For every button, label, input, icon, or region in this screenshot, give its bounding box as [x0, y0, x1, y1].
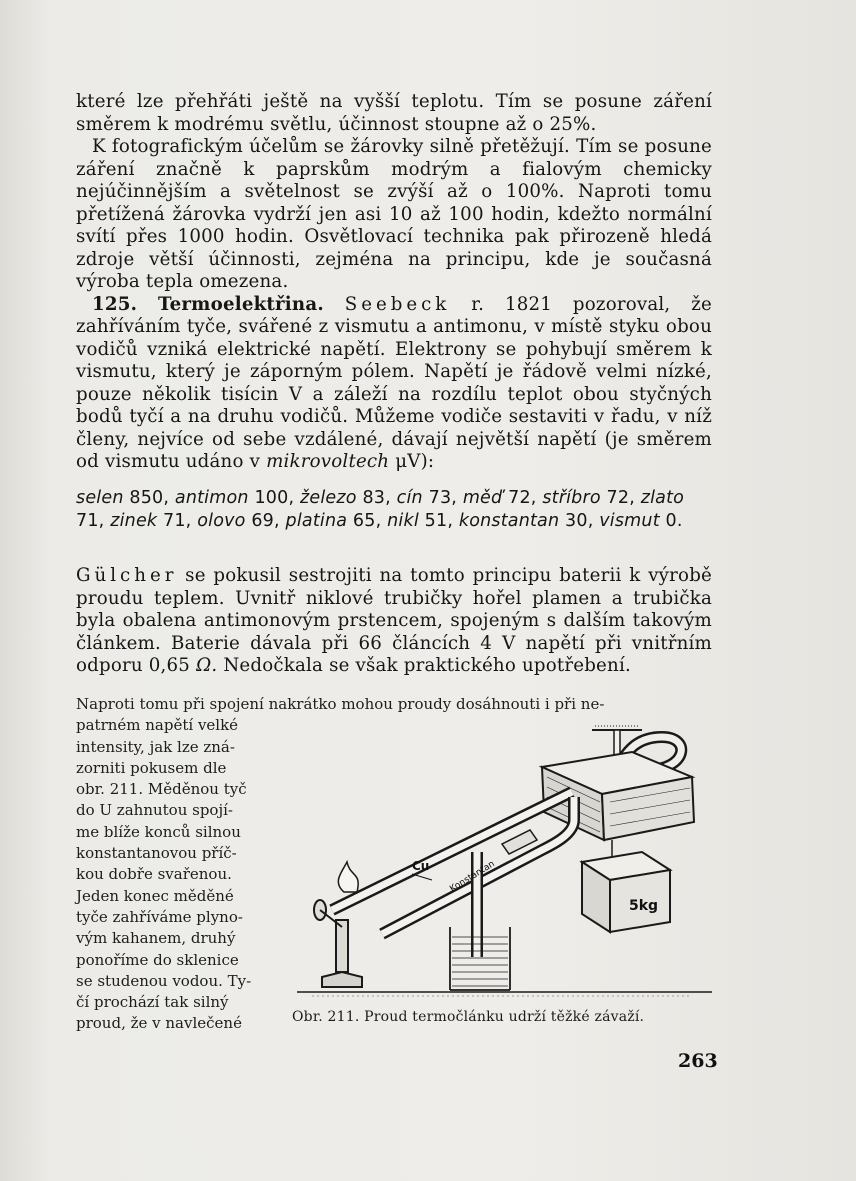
- gulcher-text-2: Nedočkala se však praktického upotřebení.: [223, 655, 631, 676]
- series-name: cín: [396, 488, 423, 508]
- small-line: zorniti pokusem dle: [76, 758, 227, 777]
- weight-label: 5kg: [629, 898, 659, 914]
- series-name: antimon: [174, 488, 249, 508]
- section-number: 125.: [92, 293, 138, 315]
- series-name: platina: [285, 511, 348, 531]
- series-item: [286, 511, 388, 531]
- small-line: čí prochází tak silný: [76, 993, 229, 1012]
- section-text: r. 1821 pozoroval, že zahříváním tyče, svářené z vismutu a antimonu, v místě styku obou vodičů vzniká elektrické napětí. Elektrony se pohybují směrem k vismutu, který je záporným pólem. Napětí je řádově velmi nízké, pouze několik tisícin V a záleží na rozdílu teplot obou styčných bodů tyčí a na druhu vodičů. Můžeme vodiče sestaviti v řadu, v níž členy, nejvíce od sebe vzdálené, dávají největší napětí (je směrem od vismutu udáno v: [76, 293, 713, 472]
- small-line: do U zahnutou spojí-: [76, 801, 233, 820]
- small-line: me blíže konců silnou: [76, 822, 241, 841]
- section-125: [76, 294, 712, 474]
- small-line: proud, že v navlečené: [76, 1014, 242, 1033]
- series-item: [599, 511, 682, 531]
- author-gulcher: Gülcher: [76, 565, 178, 586]
- series-name: měď: [462, 488, 503, 508]
- series-value: 30,: [559, 511, 600, 531]
- series-name: vismut: [599, 511, 660, 531]
- small-line: konstantanovou příč-: [76, 844, 237, 863]
- series-item: [463, 488, 543, 508]
- series-value: 850,: [123, 488, 175, 508]
- weight: [582, 852, 670, 932]
- series-value: 100,: [248, 488, 300, 508]
- series-value: 69,: [245, 511, 286, 531]
- small-line: vým kahanem, druhý: [76, 929, 236, 948]
- page-number: 263: [678, 1050, 718, 1072]
- figure-caption: Obr. 211. Proud termočlánku udrží těžké závaží.: [292, 1009, 645, 1025]
- series-value: 71,: [76, 511, 111, 531]
- label-konstantan: Konstantan: [448, 859, 497, 895]
- small-line: Naproti tomu při spojení nakrátko mohou proudy dosáhnouti i při ne-: [76, 695, 605, 713]
- author-seebeck: Seebeck: [344, 293, 451, 315]
- small-line: obr. 211. Měděnou tyč: [76, 780, 247, 799]
- series-value: 0.: [659, 511, 683, 531]
- series-item: [387, 511, 459, 531]
- figure-211: [292, 722, 722, 1002]
- series-item: [110, 511, 197, 531]
- label-cu: Cu: [412, 859, 430, 873]
- main-text-top: [76, 91, 712, 474]
- small-line: se studenou vodou. Ty-: [76, 971, 252, 990]
- series-name: zlato: [640, 488, 685, 508]
- small-line: intensity, jak lze zná-: [76, 737, 235, 756]
- series-name: železo: [300, 488, 357, 508]
- unit-symbol: μV):: [395, 451, 435, 472]
- series-item: [175, 488, 300, 508]
- series-value: 65,: [347, 511, 388, 531]
- small-line: tyče zahříváme plyno-: [76, 907, 243, 926]
- series-list: [76, 488, 684, 531]
- small-line: Jeden konec měděné: [76, 886, 234, 905]
- series-name: zinek: [110, 511, 158, 531]
- series-value: 83,: [356, 488, 397, 508]
- series-item: [459, 511, 599, 531]
- ohm-symbol: Ω.: [196, 655, 218, 676]
- series-value: 72,: [502, 488, 543, 508]
- thermoelectric-series: [76, 487, 712, 533]
- small-line: ponoříme do sklenice: [76, 950, 239, 969]
- small-line: patrném napětí velké: [76, 716, 239, 735]
- series-name: selen: [76, 488, 124, 508]
- series-item: [300, 488, 397, 508]
- series-value: 73,: [422, 488, 463, 508]
- small-line: kou dobře svařenou.: [76, 865, 232, 884]
- series-item: [542, 488, 640, 508]
- paragraph-1: které lze přehřáti ještě na vyšší teplotu. Tím se posune záření směrem k modrému světlu, účinnost stoupne až o 25%.: [76, 91, 712, 135]
- gulcher-paragraph: [76, 565, 712, 678]
- series-item: [197, 511, 285, 531]
- series-item: [76, 488, 175, 508]
- gulcher-text: se pokusil sestrojiti na tomto principu baterii k výrobě proudu teplem. Uvnitř niklové trubičky hořel plamen a trubička byla obalena antimonovým prstencem, spojeným s dalším takovým článkem. Baterie dávala při 66 článcích 4 V napětí při vnitřním odporu 0,65: [76, 565, 712, 676]
- series-value: 72,: [600, 488, 641, 508]
- paragraph-2: K fotografickým účelům se žárovky silně přetěžují. Tím se posune záření značně k paprskům modrým a fialovým chemicky nejúčinnějším a světelnost se zvýší až o 100%. Naproti tomu přetížená žárovka vydrží jen asi 10 až 100 hodin, kdežto normální svítí přes 1000 hodin. Osvětlovací technika pak přirozeně hledá zdroje větší účinnosti, zejména na principu, kde je současná výroba tepla omezena.: [76, 136, 712, 292]
- gas-burner: [314, 862, 362, 987]
- series-name: nikl: [387, 511, 419, 531]
- section-title: Termoelektřina.: [157, 293, 324, 315]
- series-value: 71,: [157, 511, 198, 531]
- unit-italic: mikrovoltech: [266, 451, 390, 472]
- series-name: konstantan: [458, 511, 560, 531]
- series-name: stříbro: [542, 488, 601, 508]
- series-item: [397, 488, 463, 508]
- series-name: olovo: [197, 511, 246, 531]
- series-value: 51,: [418, 511, 459, 531]
